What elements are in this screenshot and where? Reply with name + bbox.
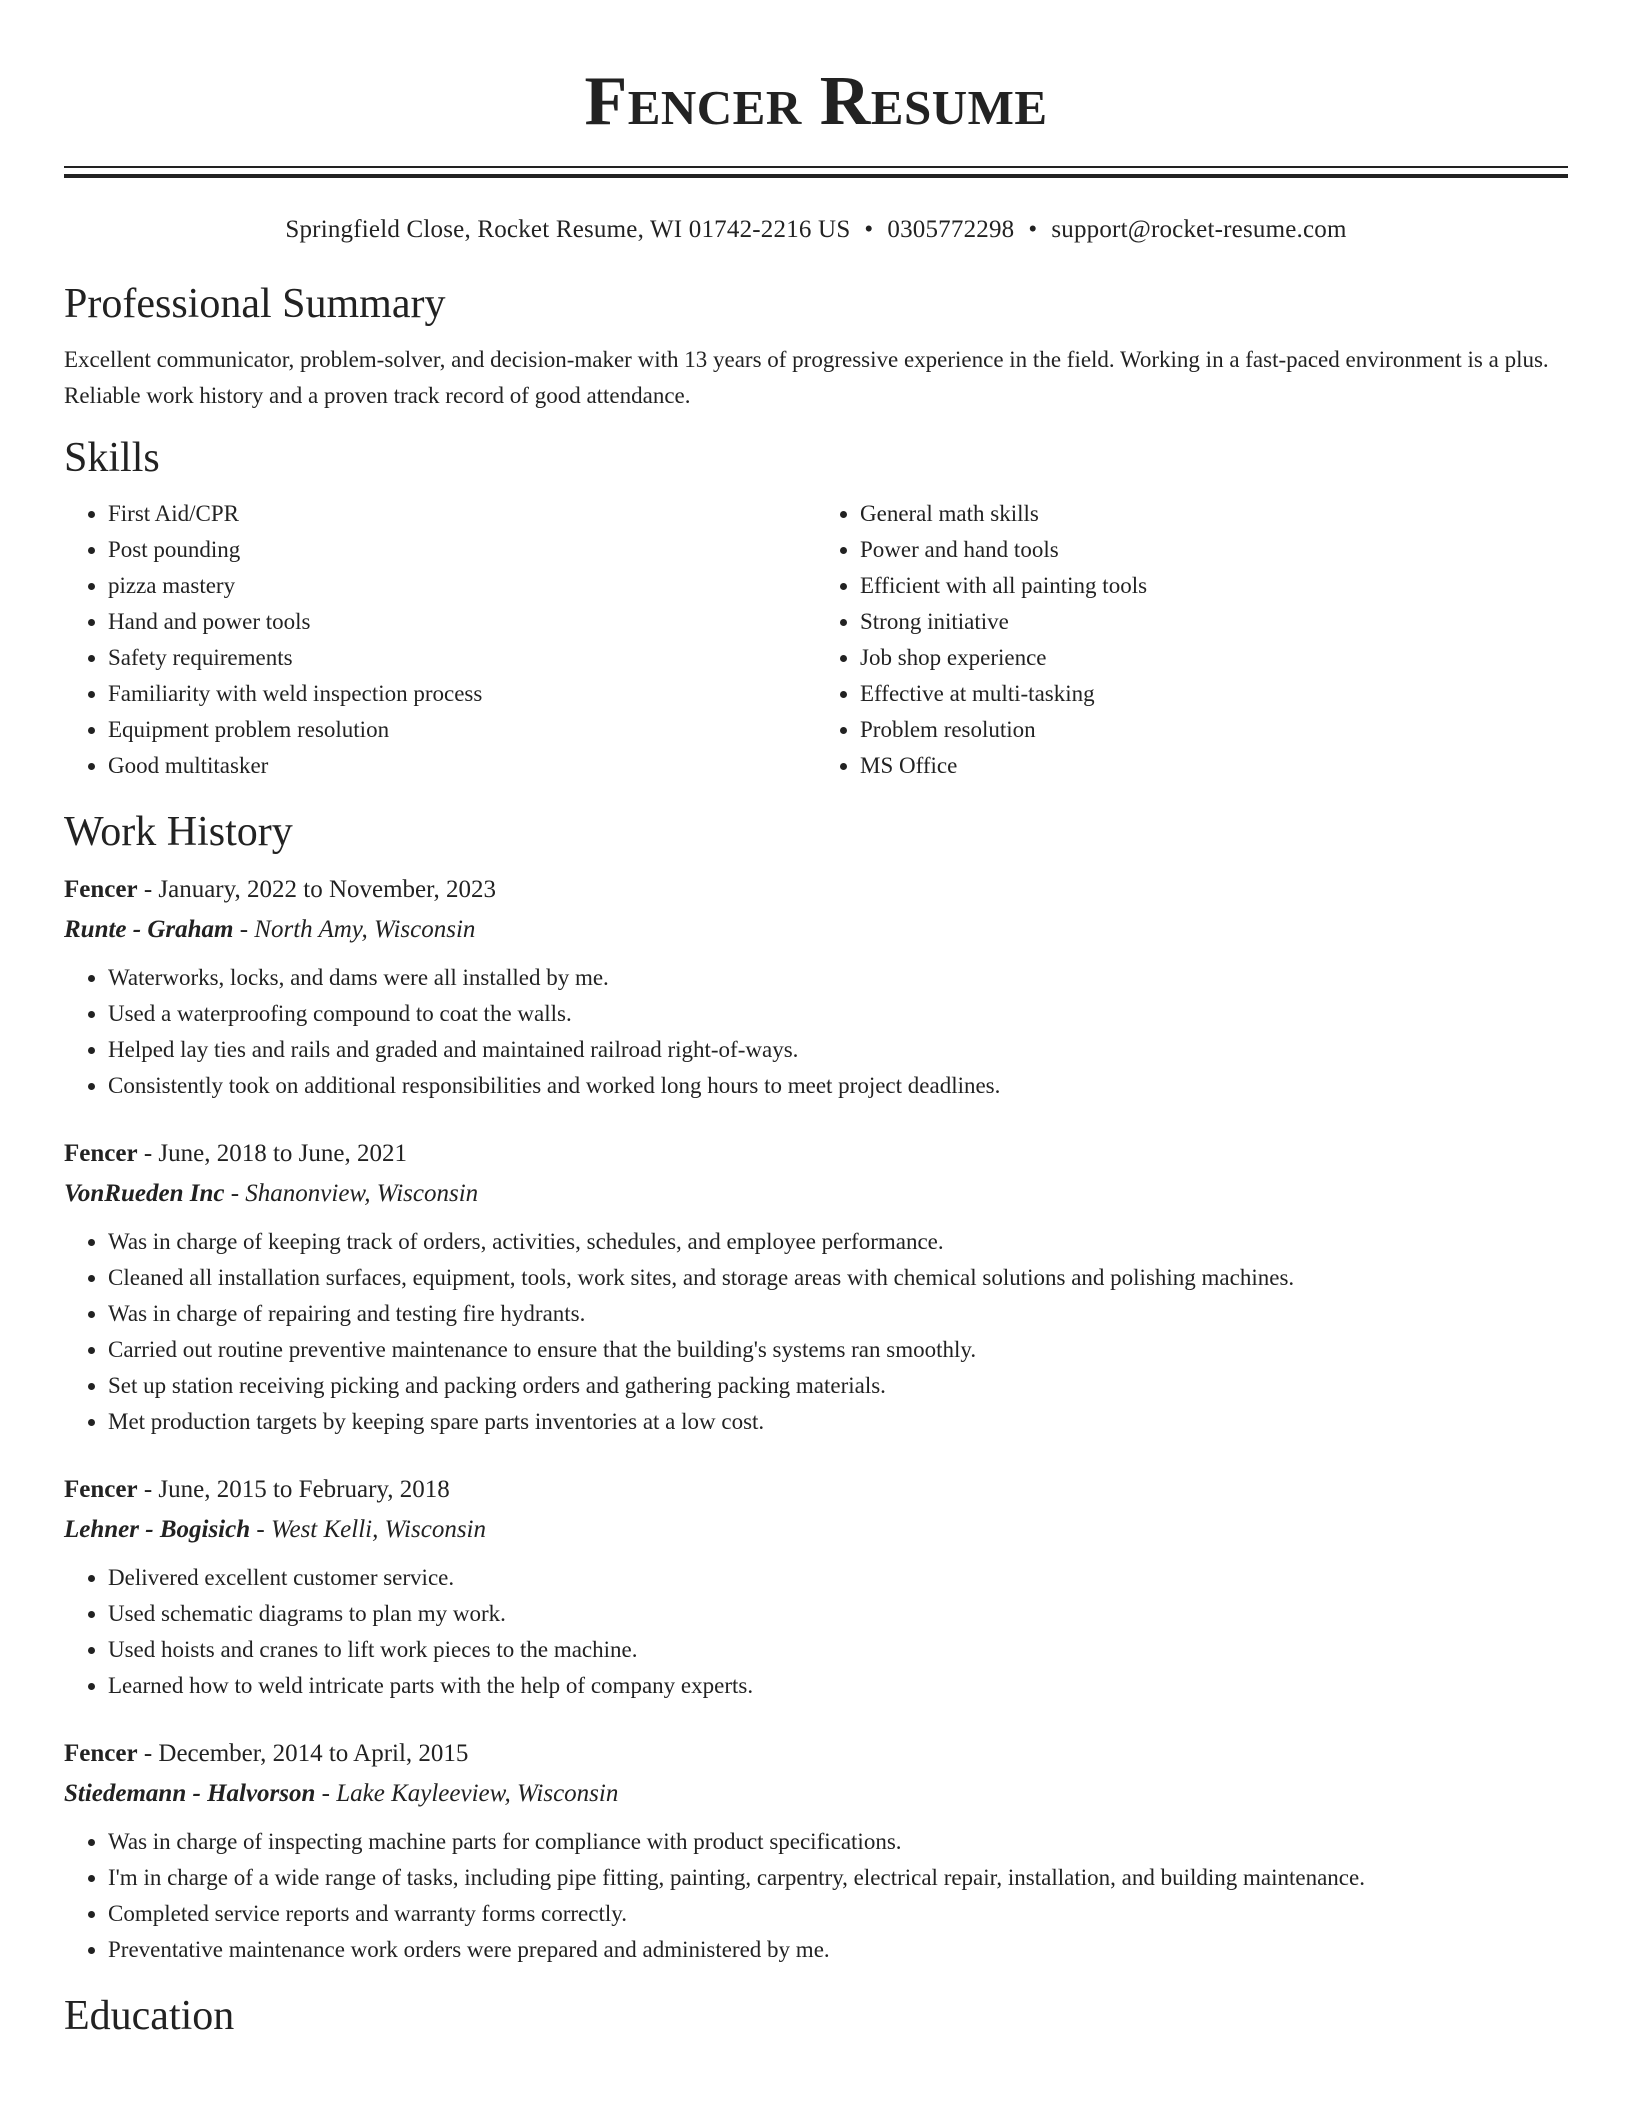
skill-item: • Safety requirements xyxy=(108,640,816,676)
job-bullet: • Waterworks, locks, and dams were all installed by me. xyxy=(108,960,1568,996)
job-bullet: • Met production targets by keeping spare parts inventories at a low cost. xyxy=(108,1404,1568,1440)
job-bullet: • Set up station receiving picking and packing orders and gathering packing materials. xyxy=(108,1368,1568,1404)
job-location: - Shanonview, Wisconsin xyxy=(224,1180,479,1207)
job-company: Runte - Graham xyxy=(64,916,234,943)
summary-text: Excellent communicator, problem-solver, and decision-maker with 13 years of progressive experience in the field. Working in a fast-paced environment is a plus. Reliable work history and a proven track record of good attendance. xyxy=(64,347,1549,408)
job-entry xyxy=(64,1134,1568,1440)
contact-line xyxy=(64,214,1568,246)
skill-item: • Job shop experience xyxy=(860,640,1568,676)
skill-item: • MS Office xyxy=(860,748,1568,784)
job-bullets xyxy=(64,1560,1568,1704)
job-location: - North Amy, Wisconsin xyxy=(233,916,476,943)
skills-heading: Skills xyxy=(64,435,160,481)
job-location: - Lake Kayleeview, Wisconsin xyxy=(315,1780,619,1807)
skill-item: • Good multitasker xyxy=(108,748,816,784)
contact-separator: • xyxy=(864,216,874,243)
skill-item: • pizza mastery xyxy=(108,568,816,604)
page-title: Fencer Resume xyxy=(584,63,1048,140)
job-title-line xyxy=(64,870,1568,910)
work-section xyxy=(64,806,1568,1968)
skills-section xyxy=(64,432,1568,784)
job-company-line xyxy=(64,910,1568,950)
job-list xyxy=(64,870,1568,1968)
job-dates: - June, 2015 to February, 2018 xyxy=(137,1476,450,1503)
job-bullet: • Preventative maintenance work orders were prepared and administered by me. xyxy=(108,1932,1568,1968)
skill-item: • General math skills xyxy=(860,496,1568,532)
summary-heading: Professional Summary xyxy=(64,281,446,327)
job-bullets xyxy=(64,1224,1568,1440)
skills-columns xyxy=(64,496,1568,784)
job-title-line xyxy=(64,1134,1568,1174)
job-bullet: • Cleaned all installation surfaces, equipment, tools, work sites, and storage areas with chemical solutions and polishing machines. xyxy=(108,1260,1568,1296)
education-heading: Education xyxy=(64,1993,235,2039)
job-bullet: • Learned how to weld intricate parts with the help of company experts. xyxy=(108,1668,1568,1704)
job-company: VonRueden Inc xyxy=(64,1180,225,1207)
job-entry xyxy=(64,870,1568,1104)
summary-section xyxy=(64,278,1568,414)
job-title: Fencer xyxy=(64,876,138,903)
skills-list-right xyxy=(816,496,1568,784)
title-rule-thick xyxy=(64,174,1568,178)
job-bullet: • I'm in charge of a wide range of tasks, including pipe fitting, painting, carpentry, electrical repair, installation, and building maintenance. xyxy=(108,1860,1568,1896)
job-title: Fencer xyxy=(64,1140,138,1167)
job-dates: - June, 2018 to June, 2021 xyxy=(137,1140,407,1167)
job-title-line xyxy=(64,1734,1568,1774)
job-company: Lehner - Bogisich xyxy=(64,1516,251,1543)
contact-email: support@rocket-resume.com xyxy=(1051,216,1347,243)
work-heading: Work History xyxy=(64,809,293,855)
job-bullet: • Used hoists and cranes to lift work pieces to the machine. xyxy=(108,1632,1568,1668)
contact-separator: • xyxy=(1028,216,1038,243)
job-bullet: • Completed service reports and warranty forms correctly. xyxy=(108,1896,1568,1932)
skill-item: • Equipment problem resolution xyxy=(108,712,816,748)
job-title: Fencer xyxy=(64,1740,138,1767)
job-title-line xyxy=(64,1470,1568,1510)
education-section xyxy=(64,1990,1568,2042)
job-dates: - December, 2014 to April, 2015 xyxy=(137,1740,469,1767)
job-entry xyxy=(64,1470,1568,1704)
resume-content xyxy=(64,0,1568,2042)
job-bullet: • Used schematic diagrams to plan my work. xyxy=(108,1596,1568,1632)
skill-item: • Hand and power tools xyxy=(108,604,816,640)
job-bullet: • Was in charge of repairing and testing fire hydrants. xyxy=(108,1296,1568,1332)
job-bullet: • Used a waterproofing compound to coat the walls. xyxy=(108,996,1568,1032)
job-bullet: • Was in charge of keeping track of orders, activities, schedules, and employee performance. xyxy=(108,1224,1568,1260)
job-location: - West Kelli, Wisconsin xyxy=(250,1516,487,1543)
job-entry xyxy=(64,1734,1568,1968)
skills-list-left xyxy=(64,496,816,784)
skill-item: • Effective at multi-tasking xyxy=(860,676,1568,712)
contact-phone: 0305772298 xyxy=(887,216,1015,243)
title-rule-thin xyxy=(64,166,1568,168)
job-bullets xyxy=(64,960,1568,1104)
job-dates: - January, 2022 to November, 2023 xyxy=(137,876,496,903)
skill-item: • Post pounding xyxy=(108,532,816,568)
job-bullet: • Helped lay ties and rails and graded and maintained railroad right-of-ways. xyxy=(108,1032,1568,1068)
skill-item: • Efficient with all painting tools xyxy=(860,568,1568,604)
title-double-rule xyxy=(64,166,1568,178)
skill-item: • Strong initiative xyxy=(860,604,1568,640)
job-title: Fencer xyxy=(64,1476,138,1503)
job-bullets xyxy=(64,1824,1568,1968)
skill-item: • Problem resolution xyxy=(860,712,1568,748)
job-bullet: • Delivered excellent customer service. xyxy=(108,1560,1568,1596)
skill-item: • First Aid/CPR xyxy=(108,496,816,532)
job-company: Stiedemann - Halvorson xyxy=(64,1780,316,1807)
job-bullet: • Was in charge of inspecting machine parts for compliance with product specifications. xyxy=(108,1824,1568,1860)
job-company-line xyxy=(64,1174,1568,1214)
contact-address: Springfield Close, Rocket Resume, WI 01742-2216 US xyxy=(285,216,851,243)
job-company-line xyxy=(64,1774,1568,1814)
job-company-line xyxy=(64,1510,1568,1550)
job-bullet: • Consistently took on additional responsibilities and worked long hours to meet project deadlines. xyxy=(108,1068,1568,1104)
skill-item: • Power and hand tools xyxy=(860,532,1568,568)
skill-item: • Familiarity with weld inspection process xyxy=(108,676,816,712)
job-bullet: • Carried out routine preventive maintenance to ensure that the building's systems ran smoothly. xyxy=(108,1332,1568,1368)
